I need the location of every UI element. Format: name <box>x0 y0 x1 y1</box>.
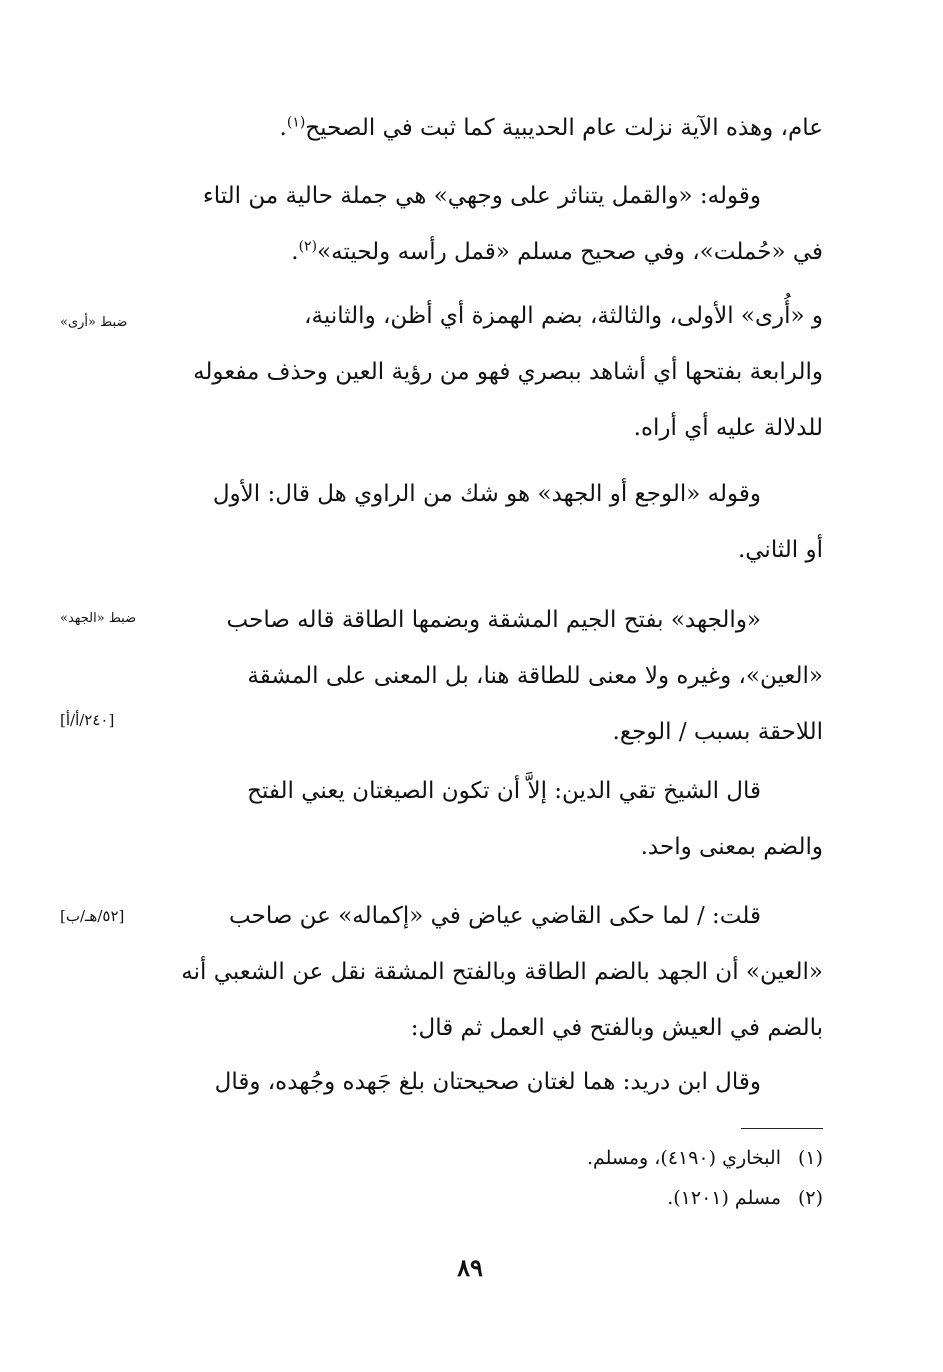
footnote-text: البخاري (٤١٩٠)، ومسلم. <box>586 1147 781 1169</box>
text-line: وقوله «الوجع أو الجهد» هو شك من الراوي هل قال: الأول <box>212 481 761 507</box>
paragraph-8 <box>123 1054 823 1110</box>
text-line: بالضم في العيش وبالفتح في العمل ثم قال: <box>410 1015 823 1041</box>
text-line: «العين»، وغيره ولا معنى للطاقة هنا، بل المعنى على المشقة <box>247 663 823 689</box>
text-line: أو الثاني. <box>737 537 823 563</box>
footnote-text: مسلم (١٢٠١). <box>667 1187 781 1209</box>
text-line: «والجهد» بفتح الجيم المشقة وبضمها الطاقة قاله صاحب <box>226 607 761 633</box>
margin-note-jahd: ضبط «الجهد» <box>60 611 137 626</box>
text-line: والرابعة بفتحها أي أشاهد ببصري فهو من رؤية العين وحذف مفعوله <box>193 359 823 385</box>
manuscript-ref-1: [٢٤٠/أ/أ] <box>60 711 115 729</box>
text-line: قلت: / لما حكى القاضي عياض في «إكماله» عن صاحب <box>229 903 761 929</box>
manuscript-ref-2: [٥٢/هـ/ب] <box>60 907 125 925</box>
text-line: للدلالة عليه أي أراه. <box>633 415 823 441</box>
page-number: ٨٩ <box>457 1253 483 1282</box>
text-line: وقوله: «والقمل يتناثر على وجهي» هي جملة حالية من التاء <box>202 183 761 209</box>
margin-note-ara: ضبط «أرى» <box>60 315 128 330</box>
text-line: «العين» أن الجهد بالضم الطاقة وبالفتح المشقة نقل عن الشعبي أنه <box>181 959 823 985</box>
paragraph-1 <box>123 100 823 156</box>
text-line: قال الشيخ تقي الدين: إلاَّ أن تكون الصيغتان يعني الفتح <box>247 778 761 804</box>
text-line: عام، وهذه الآية نزلت عام الحديبية كما ثبت في الصحيح$^{(١)}$. <box>279 114 823 141</box>
paragraph-7 <box>123 888 823 1056</box>
paragraph-2 <box>123 168 823 280</box>
text-line: وقال ابن دريد: هما لغتان صحيحتان بلغ جَهده وجُهده، وقال <box>214 1069 761 1095</box>
footnote-divider <box>741 1128 823 1129</box>
footnote-marker: (٢) <box>298 238 318 255</box>
text-line: و «أُرى» الأولى، والثالثة، بضم الهمزة أي أظن، والثانية، <box>304 303 823 329</box>
text-line: والضم بمعنى واحد. <box>640 834 823 860</box>
paragraph-6 <box>123 763 823 875</box>
footnote-2 <box>323 1184 823 1212</box>
paragraph-4 <box>123 466 823 578</box>
text-line: في «حُملت»، وفي صحيح مسلم «قمل رأسه ولحيته»$^{(٢)}$. <box>291 238 823 265</box>
footnote-1 <box>323 1144 823 1172</box>
text-line: اللاحقة بسبب / الوجع. <box>612 719 823 745</box>
footnote-number: (١) <box>797 1147 823 1169</box>
paragraph-3 <box>123 288 823 456</box>
footnote-number: (٢) <box>797 1187 823 1209</box>
footnote-marker: (١) <box>286 114 306 131</box>
paragraph-5 <box>123 592 823 760</box>
